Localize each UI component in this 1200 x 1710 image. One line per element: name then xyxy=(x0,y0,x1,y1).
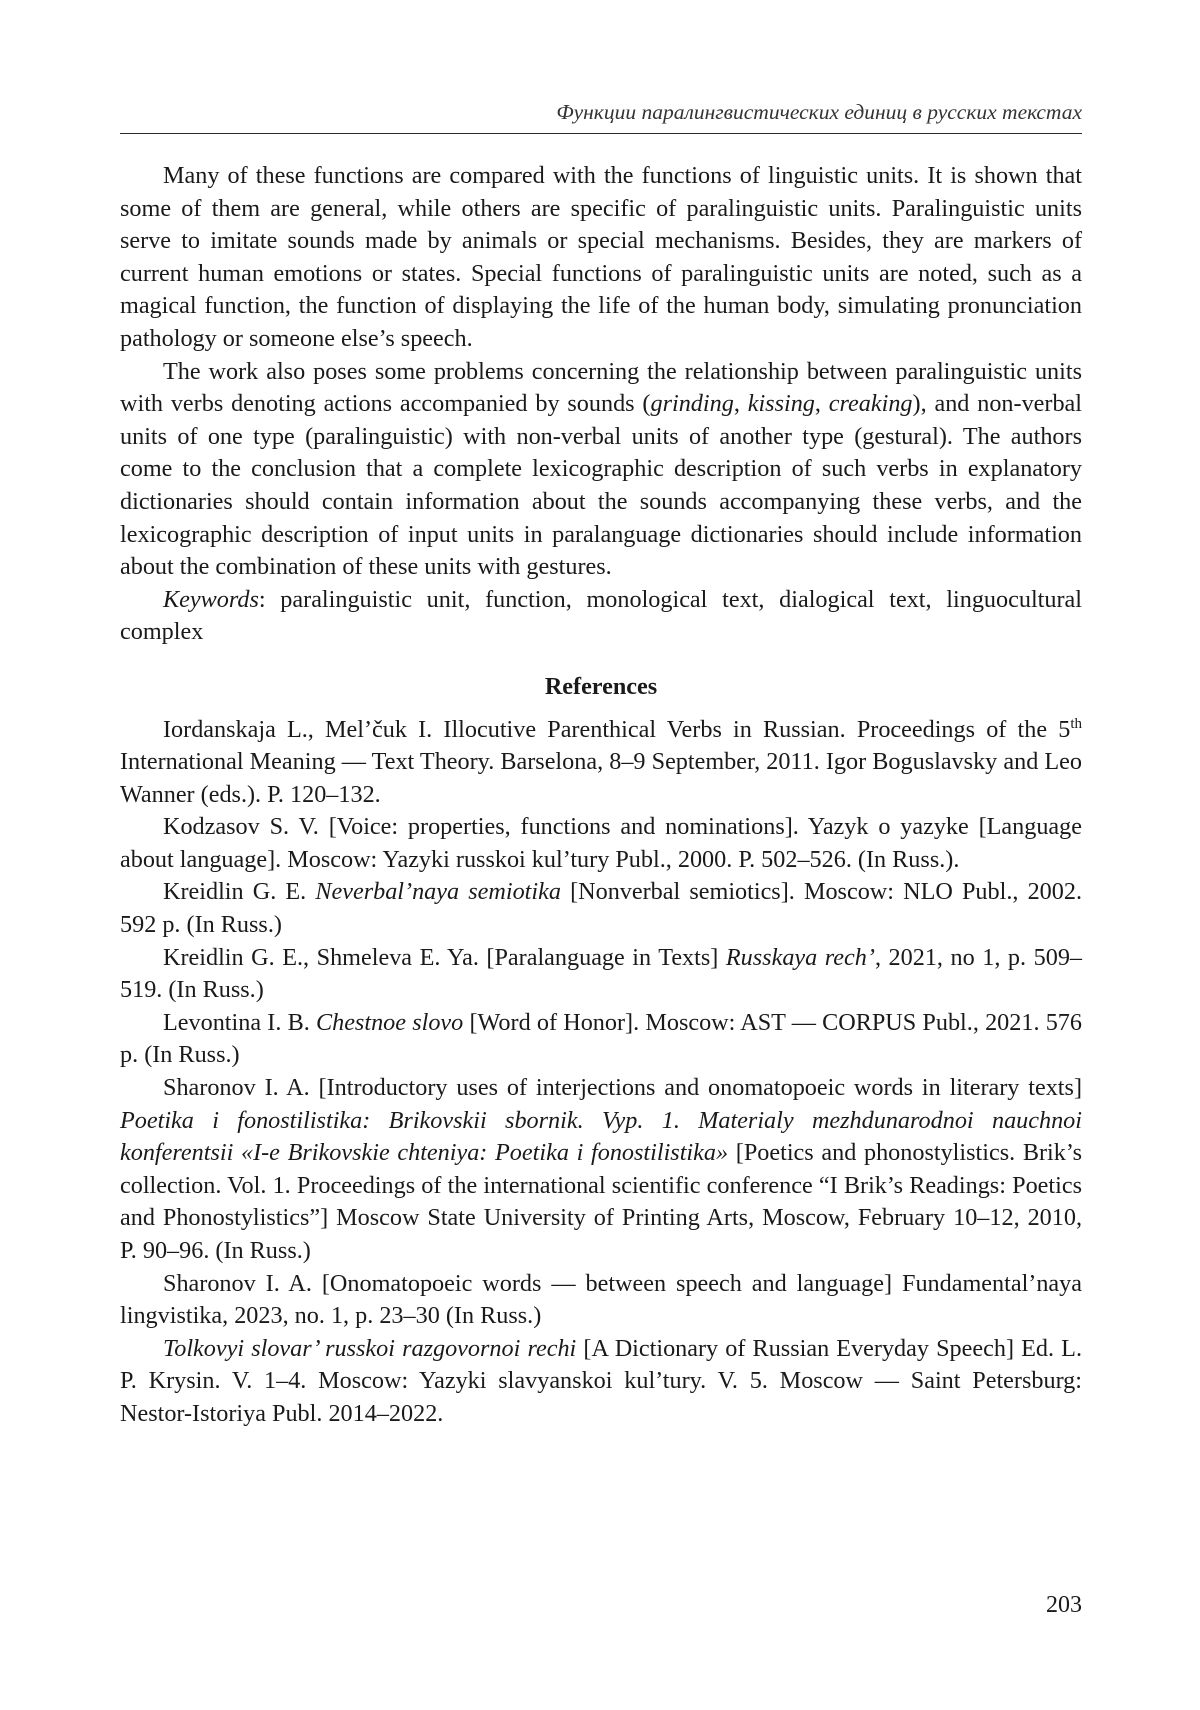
reference-item: Kodzasov S. V. [Voice: properties, functions and nominations]. Yazyk o yazyke [Language about language]. Moscow: Yazyki russkoi kul’tury Publ., 2000. P. 502–526. (In Russ.). xyxy=(120,813,1082,873)
reference-item: Tolkovyi slovar’ russkoi razgovornoi rechi [A Dictionary of Russian Everyday Speech] Ed. L. P. Krysin. V. 1–4. Moscow: Yazyki slavyanskoi kul’tury. V. 5. Moscow — Saint Petersburg: Nestor-Istoriya Publ. 2014–2022. xyxy=(120,1334,1082,1427)
page-number: 203 xyxy=(1046,1592,1082,1618)
body-text xyxy=(120,160,1082,1431)
keywords-label: Keywords xyxy=(163,585,259,613)
reference-item: Kreidlin G. E., Shmeleva E. Ya. [Paralanguage in Texts] Russkaya rech’, 2021, no 1, p. 509–519. (In Russ.) xyxy=(120,943,1083,1004)
running-head: Функции паралингвистических единиц в русских текстах xyxy=(556,100,1082,124)
references-heading: References xyxy=(544,672,658,700)
reference-item: Levontina I. B. Chestnoe slovo [Word of Honor]. Moscow: AST — CORPUS Publ., 2021. 576 p. (In Russ.) xyxy=(120,1008,1082,1069)
reference-item: Sharonov I. A. [Introductory uses of interjections and onomatopoeic words in literary texts] Poetika i fonostilistika: Brikovskii sbornik. Vyp. 1. Materialy mezhdunarodnoi nauchnoi konferentsii «I-e Brikovskie chteniya: Poetika i fonostilistika» [Poetics and phonostylistics. Brik’s collection. Vol. 1. Proceedings of the international scientific conference “I Brik’s Readings: Poetics and Phonostylistics”] Moscow State University of Printing Arts, Moscow, February 10–12, 2010, P. 90–96. (In Russ.) xyxy=(120,1074,1082,1264)
reference-item: Iordanskaja L., Mel’čuk I. Illocutive Parenthical Verbs in Russian. Proceedings of the 5th International Meaning — Text Theory. Barselona, 8–9 September, 2011. Igor Boguslavsky and Leo Wanner (eds.). P. 120–132. xyxy=(120,715,1082,808)
keywords: Keywords: paralinguistic unit, function, monological text, dialogical text, linguocultural complex xyxy=(120,585,1082,646)
page xyxy=(120,0,1082,1710)
reference-item: Sharonov I. A. [Onomatopoeic words — between speech and language] Fundamental’naya lingvistika, 2023, no. 1, p. 23–30 (In Russ.) xyxy=(120,1269,1082,1330)
reference-item: Kreidlin G. E. Neverbal’naya semiotika [Nonverbal semiotics]. Moscow: NLO Publ., 2002. 592 p. (In Russ.) xyxy=(120,878,1082,939)
abstract-paragraph-1: Many of these functions are compared with the functions of linguistic units. It is shown that some of them are general, while others are specific of paralinguistic units. Paralinguistic units serve to imitate sounds made by animals or special mechanisms. Besides, they are markers of current human emotions or states. Special functions of paralinguistic units are noted, such as a magical function, the function of displaying the life of the human body, simulating pronunciation pathology or someone else’s speech. xyxy=(120,162,1082,352)
header-rule xyxy=(120,133,1082,134)
abstract-paragraph-2: The work also poses some problems concerning the relationship between paralinguistic units with verbs denoting actions accompanied by sounds (grinding, kissing, creaking), and non-verbal units of one type (paralinguistic) with non-verbal units of another type (gestural). The authors come to the conclusion that a complete lexicographic description of such verbs in explanatory dictionaries should contain information about the sounds accompanying these verbs, and the lexicographic description of input units in paralanguage dictionaries should include information about the combination of these units with gestures. xyxy=(120,357,1083,581)
